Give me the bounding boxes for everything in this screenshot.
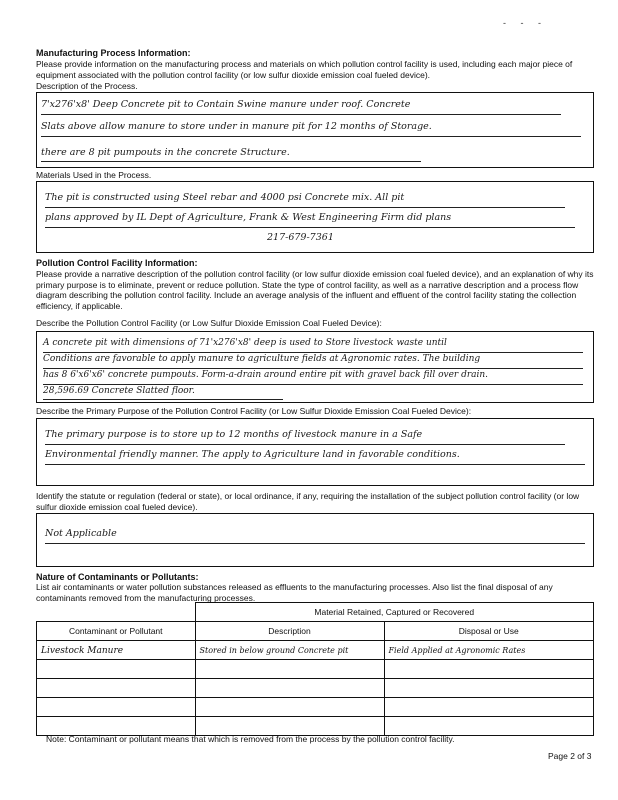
description-cell[interactable] [195,660,384,679]
contaminant-cell[interactable] [37,698,196,717]
manufacturing-instructions: Please provide information on the manufacturing process and materials on which pollution control facility is used, including each major piece of equipment associated with the pollution control facility (or low sulfur dioxide emission coal fueled device). [36,59,573,80]
process-description-line: there are 8 pit pumpouts in the concrete Structure. [41,147,290,158]
materials-line: plans approved by IL Dept of Agriculture, Frank & West Engineering Firm did plans [45,212,452,223]
contaminant-cell[interactable] [37,679,196,698]
materials-box[interactable] [36,181,594,253]
description-cell[interactable] [195,698,384,717]
footer-note: Note: Contaminant or pollutant means that which is removed from the process by the pollution control facility. [46,734,455,744]
contaminant-cell[interactable] [37,660,196,679]
disposal-cell[interactable] [384,717,594,736]
process-description-box[interactable] [36,92,594,168]
describe-facility-line: 28,596.69 Concrete Slatted floor. [43,386,195,396]
statute-label: Identify the statute or regulation (federal or state), or local ordinance, if any, requiring the installation of the subject pollution control facility (or low sulfur dioxide emission coal fueled device). [36,491,580,512]
description-cell[interactable]: Stored in below ground Concrete pit [195,641,384,660]
contaminants-instructions: List air contaminants or water pollution substances released as effluents to the manufacturing processes. Also list the final disposal of any contaminants removed from the manufacturing processes. [36,582,553,603]
manufacturing-section-title: Manufacturing Process Information: [36,48,191,58]
contaminants-section-title: Nature of Contaminants or Pollutants: [36,572,199,582]
disposal-cell[interactable] [384,679,594,698]
process-description-line: 7'x276'x8' Deep Concrete pit to Contain Swine manure under roof. Concrete [41,99,411,110]
process-description-label: Description of the Process. [36,81,138,91]
describe-facility-line: has 8 6'x6'x6' concrete pumpouts. Form-a-drain around entire pit with gravel back fill over drain. [43,370,489,380]
describe-facility-box[interactable] [36,331,594,403]
pollution-section-title: Pollution Control Facility Information: [36,258,198,268]
table-row [37,641,594,660]
disposal-cell[interactable]: Field Applied at Agronomic Rates [384,641,594,660]
statute-box[interactable] [36,513,594,567]
primary-purpose-label: Describe the Primary Purpose of the Pollution Control Facility (or Low Sulfur Dioxide Emission Coal Fueled Device): [36,406,472,416]
col-description-header: Description [195,622,384,641]
describe-facility-label: Describe the Pollution Control Facility (or Low Sulfur Dioxide Emission Coal Fueled Device): [36,318,382,328]
table-row [37,698,594,717]
material-retained-header: Material Retained, Captured or Recovered [195,603,594,622]
primary-purpose-line: The primary purpose is to store up to 12 months of livestock manure in a Safe [45,429,423,440]
pollution-instructions: Please provide a narrative description of the pollution control facility (or low sulfur dioxide emission coal fueled device), and an explanation of why its primary purpose is to eliminate, prevent or reduce pollution. State the type of control facility, as well as a narrative description and a process flow diagram describing the pollution control facility. Include an average analysis of the influent and effluent of the control facility stating the collection efficiency, if applicable. [36,269,594,311]
disposal-cell[interactable] [384,660,594,679]
materials-label: Materials Used in the Process. [36,170,152,180]
col-contaminant-header: Contaminant or Pollutant [37,622,196,641]
primary-purpose-line: Environmental friendly manner. The apply to Agriculture land in favorable conditions. [45,449,460,460]
describe-facility-line: A concrete pit with dimensions of 71'x276'x8' deep is used to Store livestock waste until [43,338,447,348]
description-cell[interactable] [195,717,384,736]
process-description-line: Slats above allow manure to store under in manure pit for 12 months of Storage. [41,121,432,132]
contaminants-table [36,602,594,736]
page-number: Page 2 of 3 [548,751,592,761]
table-row [37,679,594,698]
col-disposal-header: Disposal or Use [384,622,594,641]
contaminant-cell[interactable] [37,717,196,736]
contaminant-cell[interactable]: Livestock Manure [37,641,196,660]
primary-purpose-box[interactable] [36,418,594,486]
table-row [37,660,594,679]
corner-marks: - - - [503,18,547,28]
table-row [37,717,594,736]
disposal-cell[interactable] [384,698,594,717]
statute-answer: Not Applicable [45,528,117,539]
materials-line: The pit is constructed using Steel rebar and 4000 psi Concrete mix. All pit [45,192,405,203]
description-cell[interactable] [195,679,384,698]
describe-facility-line: Conditions are favorable to apply manure to agriculture fields at Agronomic rates. The building [43,354,481,364]
materials-line: 217-679-7361 [267,232,334,243]
